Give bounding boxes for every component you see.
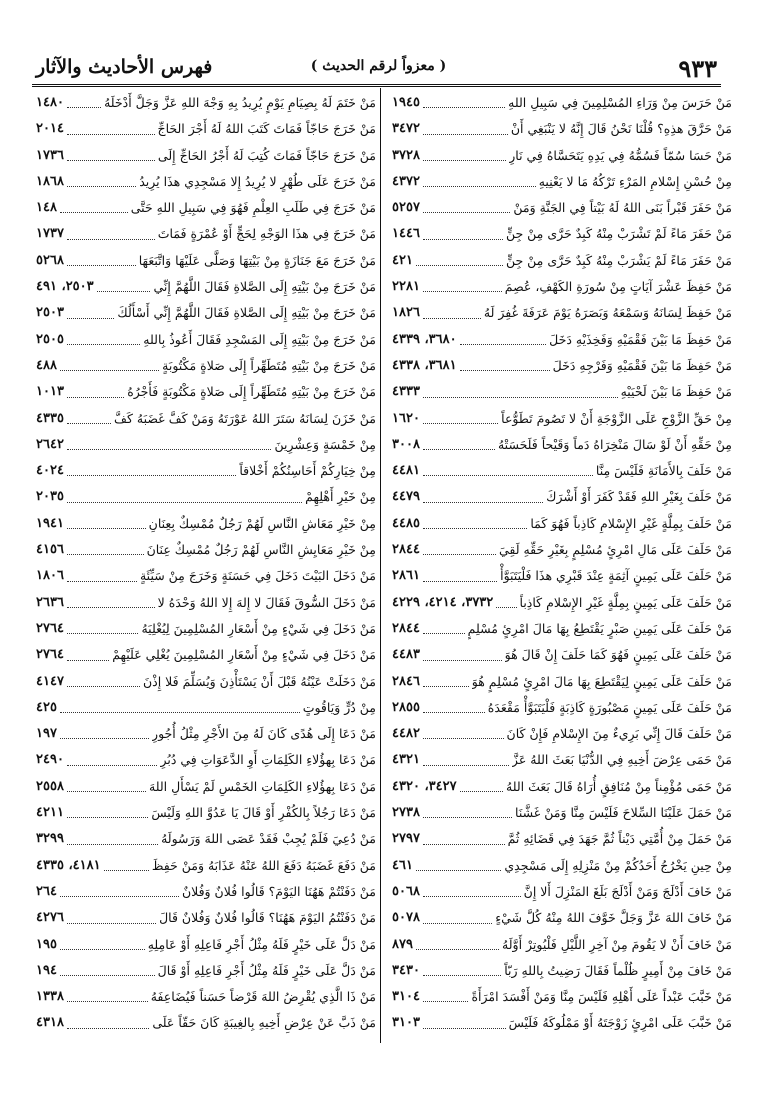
leader-dots — [67, 387, 124, 398]
leader-dots — [460, 360, 550, 371]
entry-text: مَنْ خَرَجَ عَلَى طُهْرٍ لا يُرِيدُ إِلا مَسْجِدِي هذَا يُرِيدُ — [139, 173, 376, 189]
leader-dots — [67, 1018, 149, 1029]
entry-text: مَنْ حَلَفَ بِغَيْرِ اللهِ فَقَدْ كَفَرَ أَوْ أَشْرَكَ — [546, 489, 732, 505]
index-entry — [392, 1010, 732, 1036]
index-entry — [392, 327, 732, 353]
leader-dots — [67, 492, 302, 503]
leader-dots — [104, 860, 149, 871]
entry-reference-number: ٢٢٨١ — [392, 279, 420, 295]
entry-reference-number: ٢٠٣٥ — [36, 489, 64, 505]
entry-reference-number: ٤٦١ — [392, 857, 413, 873]
entry-reference-number: ٣٢٩٩ — [36, 831, 64, 847]
index-entry — [392, 747, 732, 773]
entry-reference-number: ٢٤٩٠ — [36, 752, 64, 768]
entry-text: مَنْ حَلَفَ بِمِلَّةٍ غَيْرِ الإِسْلامِ كَاذِباً فَهُوَ كَمَا — [530, 515, 732, 531]
index-entry — [36, 879, 376, 905]
entry-text: مَنْ دَعَا إِلَى هُدًى كَانَ لَهُ مِنَ الأَجْرِ مِثْلُ أُجُورِ — [152, 726, 376, 742]
entry-text: مَنْ ذَا الَّذِي يُقْرِضُ اللهَ قَرْضاً حَسَناً فَيُضَاعِفَهُ — [150, 989, 376, 1005]
index-entry — [392, 484, 732, 510]
leader-dots — [67, 465, 236, 476]
leader-dots — [423, 650, 502, 661]
entry-reference-number: ٢٥٠٣ — [36, 305, 64, 321]
entry-reference-number: ٢٨٤٤ — [392, 620, 420, 636]
index-entry — [36, 511, 376, 537]
entry-text: مِنْ دُرٍّ وَيَاقُوتٍ — [302, 699, 376, 715]
entry-reference-number: ١٧٣٦ — [36, 147, 64, 163]
leader-dots — [423, 1018, 506, 1029]
entry-reference-number: ٤٨٨ — [36, 357, 57, 373]
entry-reference-number: ٣٤٣٠ — [392, 962, 420, 978]
entry-reference-number: ٤٢٥ — [36, 699, 57, 715]
entry-reference-number: ٣٦٨٠، ٤٣٣٩ — [392, 331, 457, 347]
entry-text: مَنْ خَرَجَ مِنْ بَيْتِهِ مُتَطَهِّراً إِلَى صَلاةٍ مَكْتُوبَةٍ فَأَجْرُهُ — [127, 384, 376, 400]
leader-dots — [67, 229, 155, 240]
leader-dots — [423, 544, 496, 555]
leader-dots — [423, 150, 506, 161]
leader-dots — [67, 650, 109, 661]
entry-text: مَنْ خَرَجَ مَعَ جَنَازَةٍ مِنْ بَيْتِهَا وَصَلَّى عَلَيْهَا وَاتَّبَعَهَا — [138, 252, 376, 268]
entry-text: مِنْ حِينِ يَخْرُجُ أَحَدُكُمْ مِنْ مَنْزِلِهِ إِلَى مَسْجِدِي — [504, 857, 732, 873]
entry-reference-number: ٣٤٢٧، ٤٣٢٠ — [392, 778, 457, 794]
leader-dots — [423, 965, 501, 976]
index-entry — [36, 695, 376, 721]
page-header — [32, 52, 725, 84]
entry-reference-number: ٥٠٧٨ — [392, 910, 420, 926]
leader-dots — [67, 991, 148, 1002]
entry-text: مَنْ خَرَجَ مِنْ بَيْتِهِ إِلَى الصَّلاةِ فَقَالَ اللَّهُمَّ إِنِّي أَسْأَلُكَ — [117, 305, 376, 321]
entry-text: مَنْ حَمَى عِرْضَ أَخِيهِ فِي الدُّنْيَا بَعَثَ اللهُ عَزَّ — [511, 752, 732, 768]
entry-text: مَنْ دَفَنْتُمْ هَهُنَا اليَوْمَ؟ قَالُوا فُلانٌ وَفُلانٌ — [181, 883, 376, 899]
leader-dots — [423, 623, 465, 634]
index-entry — [36, 563, 376, 589]
entry-text: مَنْ دَعَا بِهؤُلاءِ الكَلِمَاتِ الخَمْسِ لَمْ يَسْأَلِ اللهَ — [149, 778, 376, 794]
leader-dots — [67, 676, 140, 687]
leader-dots — [423, 413, 498, 424]
entry-reference-number: ١٤٨٠ — [36, 95, 64, 110]
entry-text: مَنْ خَافَ مِنْ أَمِيرٍ ظُلْماً فَقَالَ رَضِيتُ بِاللهِ رَبّاً — [504, 962, 732, 978]
entry-reference-number: ١٣٣٨ — [36, 989, 64, 1005]
leader-dots — [67, 124, 155, 135]
entry-reference-number: ١٩٧ — [36, 726, 57, 742]
entry-text: مَنْ خَرَجَ فِي هذَا الوَجْهِ لِحَجٍّ أَوْ عُمْرَةٍ فَمَاتَ — [157, 226, 376, 242]
index-entry — [392, 143, 732, 169]
entry-text: مَنْ حَلَفَ عَلَى يَمِينٍ بِمِلَّةٍ غَيْرِ الإِسْلامِ كَاذِباً — [519, 594, 732, 610]
leader-dots — [67, 518, 146, 529]
entry-text: مَنْ حَفَرَ مَاءً لَمْ تَشْرَبْ مِنْهُ كَبِدٌ حَرَّى مِنْ جِنٍّ — [505, 226, 732, 242]
leader-dots — [67, 755, 158, 766]
page-title: فهرس الأحاديث والآثار — [36, 56, 213, 78]
index-entry — [392, 90, 732, 116]
index-entry — [392, 800, 732, 826]
leader-dots — [67, 176, 136, 187]
leader-dots — [423, 97, 505, 108]
index-entry — [36, 379, 376, 405]
index-entry — [36, 853, 376, 879]
index-entry — [392, 274, 732, 300]
leader-dots — [67, 571, 137, 582]
index-entry — [392, 669, 732, 695]
index-entry — [36, 458, 376, 484]
index-entry — [392, 300, 732, 326]
index-entry — [36, 353, 376, 379]
page-subtitle: ( معزواً لرقم الحديث ) — [310, 58, 447, 74]
index-entry — [36, 90, 376, 116]
index-entry — [392, 695, 732, 721]
entry-text: مِنْ خَيْرِ مَعَايِشِ النَّاسِ لَهُمْ رَجُلٌ مُمْسِكٌ عِنَانَ — [146, 542, 376, 558]
entry-text: مَنْ دَخَلَ فِي شَيْءٍ مِنْ أَسْعَارِ المُسْلِمِينَ لِيُغْلِيَهُ — [141, 620, 376, 636]
entry-reference-number: ٤٣٣٥ — [36, 410, 64, 426]
index-entry — [36, 800, 376, 826]
index-entry — [36, 116, 376, 142]
entry-reference-number: ٤٣١٨ — [36, 1015, 64, 1031]
entry-text: مِنْ خِيَارِكُمْ أَحَاسِنُكُمْ أَخْلاقاً — [239, 463, 376, 479]
leader-dots — [423, 991, 469, 1002]
entry-text: مَنْ دَعَا بِهؤُلاءِ الكَلِمَاتِ أَوِ الدَّعَوَاتِ فِي دُبُرِ — [160, 752, 376, 768]
index-entry — [36, 248, 376, 274]
entry-reference-number: ١٨٠٦ — [36, 568, 64, 584]
entry-reference-number: ٣١٠٤ — [392, 989, 420, 1005]
index-entry — [392, 511, 732, 537]
index-entry — [36, 406, 376, 432]
index-entry — [36, 300, 376, 326]
leader-dots — [496, 597, 516, 608]
entry-reference-number: ١٧٣٧ — [36, 226, 64, 242]
index-entry — [392, 932, 732, 958]
entry-text: مَنْ حَفِظَ مَا بَيْنَ لَحْيَيْهِ — [620, 384, 732, 400]
entry-text: مَنْ خَرَجَ مِنْ بَيْتِهِ مُتَطَهِّراً إِلَى صَلاةٍ مَكْتُوبَةٍ — [162, 357, 376, 373]
index-entry — [36, 774, 376, 800]
leader-dots — [67, 781, 146, 792]
entry-reference-number: ٤١٥٦ — [36, 542, 64, 558]
entry-text: مَنْ حَلَفَ عَلَى مَالِ امْرِئٍ مُسْلِمٍ بِغَيْرِ حَقِّهِ لَقِيَ — [498, 542, 732, 558]
leader-dots — [416, 255, 503, 266]
entry-reference-number: ٢٦٤٢ — [36, 436, 64, 452]
index-entry — [36, 537, 376, 563]
index-entry — [36, 590, 376, 616]
entry-text: مَنْ دَخَلَتْ عَيْنُهُ قَبْلَ أَنْ يَسْتَأْذِنَ وَيُسَلِّمَ فَلا إِذْنَ — [142, 673, 376, 689]
entry-text: مَنْ حَلَفَ قَالَ إِنِّي بَرِيءٌ مِنَ الإِسْلامِ فَإِنْ كَانَ — [506, 726, 732, 742]
index-entry — [392, 537, 732, 563]
entry-text: مَنْ حَسَا سُمّاً فَسُمُّهُ فِي يَدِهِ يَتَحَسَّاهُ فِي نَارِ — [509, 147, 732, 163]
index-entry — [392, 406, 732, 432]
entry-reference-number: ٤٤٧٩ — [392, 489, 420, 505]
leader-dots — [423, 807, 512, 818]
entry-reference-number: ٢٠١٤ — [36, 121, 64, 137]
entry-text: مَنْ حَلَفَ عَلَى يَمِينٍ مَصْبُورَةٍ كَاذِبَةٍ فَلْيَتَبَوَّأْ مَقْعَدَهُ — [487, 699, 732, 715]
index-entry — [392, 984, 732, 1010]
leader-dots — [67, 439, 272, 450]
index-entry — [36, 221, 376, 247]
entry-reference-number: ٢٧٦٤ — [36, 620, 64, 636]
entry-reference-number: ١٤٨ — [36, 200, 57, 216]
entry-reference-number: ٢٥٠٥ — [36, 331, 64, 347]
index-entry — [392, 590, 732, 616]
entry-text: مَنْ خَافَ اللهَ عَزَّ وَجَلَّ خَوَّفَ اللهُ مِنْهُ كُلَّ شَيْءٍ — [495, 910, 732, 926]
leader-dots — [423, 229, 503, 240]
entry-text: مَنْ خَرَجَ فِي طَلَبِ العِلْمِ فَهُوَ فِي سَبِيلِ اللهِ حَتَّى — [130, 200, 376, 216]
entry-text: مَنْ دَخَلَ البَيْتَ دَخَلَ فِي حَسَنَةٍ وَخَرَجَ مِنْ سَيِّئَةٍ — [139, 568, 376, 584]
leader-dots — [67, 97, 101, 108]
leader-dots — [60, 939, 145, 950]
entry-reference-number: ٣٧٣٢، ٤٢١٤، ٤٢٢٩ — [392, 594, 494, 610]
index-entry — [392, 905, 732, 931]
index-entry — [36, 327, 376, 353]
entry-reference-number: ٢٧٣٨ — [392, 805, 420, 821]
entry-reference-number: ٣٤٧٢ — [392, 121, 420, 137]
entry-reference-number: ٢٨٦١ — [392, 568, 420, 584]
entry-reference-number: ٤٣٣٣ — [392, 384, 420, 400]
entry-text: مَنْ دَخَلَ السُّوقَ فَقَالَ لا إِلهَ إِلا اللهُ وَحْدَهُ لا — [157, 594, 376, 610]
entry-text: مَنْ حَمَلَ مِنْ أُمَّتِي دَيْناً ثُمَّ جَهَدَ فِي قَضَائِهِ ثُمَّ — [507, 831, 732, 847]
index-entry — [36, 432, 376, 458]
entry-text: مَنْ خَافَ أَنْ لا يَقُومَ مِنْ آخِرِ اللَّيْلِ فَلْيُوتِرْ أَوَّلَهُ — [502, 936, 732, 952]
index-entry — [392, 721, 732, 747]
entry-reference-number: ١٩٥ — [36, 936, 57, 952]
leader-dots — [67, 544, 144, 555]
leader-dots — [67, 597, 155, 608]
entry-text: مِنْ حَقِّ الزَّوْجِ عَلَى الزَّوْجَةِ أَنْ لا تَصُومَ تَطَوُّعاً — [501, 410, 732, 426]
index-entry — [392, 221, 732, 247]
entry-text: مَنْ خَبَّبَ عَلَى امْرِئٍ زَوْجَتَهُ أَوْ مَمْلُوكَهُ فَلَيْسَ — [508, 1015, 732, 1031]
entry-reference-number: ٣٠٠٨ — [392, 436, 420, 452]
entry-text: مَنْ حَفِظَ مَا بَيْنَ فَقْمَيْهِ وَفَخِذَيْهِ دَخَلَ — [549, 331, 732, 347]
leader-dots — [67, 913, 156, 924]
entry-text: مَنْ حَفِظَ مَا بَيْنَ فَقْمَيْهِ وَفَرْجِهِ دَخَلَ — [552, 357, 732, 373]
entry-text: مَنْ خَتَمَ لَهُ بِصِيَامِ يَوْمٍ يُرِيدُ بِهِ وَجْهَ اللهِ عَزَّ وَجَلَّ أَدْخَلَهُ — [104, 95, 376, 110]
entry-text: مَنْ دَخَلَ فِي شَيْءٍ مِنْ أَسْعَارِ المُسْلِمِينَ يُغْلِي عَلَيْهِمْ — [112, 647, 376, 663]
index-entry — [36, 195, 376, 221]
index-entry — [392, 116, 732, 142]
index-entry — [392, 379, 732, 405]
index-entry — [36, 958, 376, 984]
page-number: ٩٣٣ — [678, 54, 717, 83]
leader-dots — [423, 834, 505, 845]
leader-dots — [67, 623, 139, 634]
leader-dots — [60, 965, 155, 976]
entry-reference-number: ١٠١٣ — [36, 384, 64, 400]
entry-text: مَنْ حَفِظَ لِسَانَهُ وَسَمْعَهُ وَبَصَرَهُ يَوْمَ عَرَفَةَ غُفِرَ لَهُ — [483, 305, 732, 321]
index-entry — [392, 853, 732, 879]
leader-dots — [460, 334, 547, 345]
entry-reference-number: ٤٤٨٢ — [392, 726, 420, 742]
entry-reference-number: ٢٦٤ — [36, 883, 57, 899]
entry-text: مِنْ خَيْرِ أَهْلِهِمْ — [305, 489, 376, 505]
entry-text: مِنْ حُسْنِ إِسْلامِ المَرْءِ تَرْكُهُ مَا لا يَعْنِيهِ — [538, 173, 732, 189]
entry-reference-number: ١٩٤١ — [36, 515, 64, 531]
leader-dots — [416, 939, 499, 950]
entry-reference-number: ٤٢١ — [392, 252, 413, 268]
entry-text: مَنْ خَافَ أَدْلَجَ وَمَنْ أَدْلَجَ بَلَغَ المَنْزِلَ أَلا إِنَّ — [523, 883, 732, 899]
entry-reference-number: ٤٤٨٣ — [392, 647, 420, 663]
leader-dots — [423, 281, 502, 292]
entry-reference-number: ٣٧٢٨ — [392, 147, 420, 163]
entry-text: مَنْ دُعِيَ فَلَمْ يُجِبْ فَقَدْ عَصَى اللهَ وَرَسُولَهُ — [161, 831, 376, 847]
leader-dots — [67, 834, 158, 845]
index-entry — [36, 905, 376, 931]
entry-text: مَنْ خَزَنَ لِسَانَهُ سَتَرَ اللهُ عَوْرَتَهُ وَمَنْ كَفَّ غَضَبَهُ كَفَّ — [114, 410, 376, 426]
entry-text: مَنْ حَرَسَ مِنْ وَرَاءِ المُسْلِمِينَ فِي سَبِيلِ اللهِ — [508, 95, 732, 110]
entry-text: مَنْ حَرَّقَ هذِهِ؟ قُلْنَا نَحْنُ قَالَ إِنَّهُ لا يَنْبَغِي أَنْ — [510, 121, 732, 137]
entry-reference-number: ١٨٦٨ — [36, 173, 64, 189]
leader-dots — [423, 176, 536, 187]
entry-reference-number: ٤٠٢٤ — [36, 463, 64, 479]
entry-reference-number: ٥٢٦٨ — [36, 252, 64, 268]
entry-reference-number: ٤٣٢١ — [392, 752, 420, 768]
entry-reference-number: ٤٤٨١ — [392, 463, 420, 479]
leader-dots — [416, 860, 501, 871]
entry-text: مَنْ حَفِظَ عَشْرَ آيَاتٍ مِنْ سُورَةِ الكَهْفِ، عُصِمَ — [504, 279, 732, 295]
index-entry — [36, 484, 376, 510]
index-entry — [392, 879, 732, 905]
entry-reference-number: ٢٦٣٦ — [36, 594, 64, 610]
leader-dots — [423, 492, 543, 503]
entry-text: مَنْ حَفَرَ قَبْراً بَنَى اللهُ لَهُ بَيْتاً فِي الجَنَّةِ وَمَنْ — [513, 200, 732, 216]
header-rule — [32, 84, 721, 87]
index-entry — [392, 958, 732, 984]
entry-reference-number: ٣٦٨١، ٤٣٣٨ — [392, 357, 457, 373]
entry-text: مَنْ خَبَّبَ عَبْداً عَلَى أَهْلِهِ فَلَيْسَ مِنَّا وَمَنْ أَفْسَدَ امْرَأَةً — [471, 989, 732, 1005]
entry-reference-number: ١٨٢٦ — [392, 305, 420, 321]
entry-text: مَنْ دَلَّ عَلَى خَيْرٍ فَلَهُ مِثْلُ أَجْرِ فَاعِلِهِ أَوْ عَامِلِهِ — [147, 936, 376, 952]
leader-dots — [423, 202, 510, 213]
index-entry — [36, 721, 376, 747]
entry-reference-number: ١٩٤ — [36, 962, 57, 978]
entry-reference-number: ٤١٨١، ٤٣٣٥ — [36, 857, 101, 873]
leader-dots — [60, 728, 149, 739]
leader-dots — [97, 281, 151, 292]
index-entry — [36, 1010, 376, 1036]
leader-dots — [60, 702, 300, 713]
index-column-right — [392, 90, 732, 1040]
leader-dots — [67, 807, 148, 818]
leader-dots — [423, 728, 504, 739]
leader-dots — [67, 150, 155, 161]
leader-dots — [423, 913, 492, 924]
entry-text: مَنْ خَرَجَ حَاجّاً فَمَاتَ كُتِبَ لَهُ أَجْرُ الحَاجِّ إِلَى — [157, 147, 376, 163]
entry-reference-number: ٤٢١١ — [36, 805, 64, 821]
entry-text: مَنْ حَمَى مُؤْمِناً مِنْ مُنَافِقٍ أُرَاهُ قَالَ بَعَثَ اللهُ — [506, 778, 732, 794]
leader-dots — [423, 702, 485, 713]
entry-text: مِنْ خَيْرِ مَعَاشِ النَّاسِ لَهُمْ رَجُلٌ مُمْسِكٌ بِعِنَانِ — [148, 515, 376, 531]
entry-reference-number: ٥٠٦٨ — [392, 883, 420, 899]
leader-dots — [423, 124, 508, 135]
index-entry — [392, 432, 732, 458]
leader-dots — [423, 886, 521, 897]
leader-dots — [67, 308, 114, 319]
leader-dots — [423, 518, 527, 529]
index-column-left — [36, 90, 376, 1040]
leader-dots — [67, 413, 111, 424]
entry-text: مَنْ خَرَجَ مِنْ بَيْتِهِ إِلَى الصَّلاةِ فَقَالَ اللَّهُمَّ إِنِّي — [153, 279, 376, 295]
entry-reference-number: ٨٧٩ — [392, 936, 413, 952]
entry-text: مَنْ دَعَا رَجُلاً بِالكُفْرِ أَوْ قَالَ يَا عَدُوَّ اللهِ وَلَيْسَ — [151, 805, 376, 821]
entry-reference-number: ٢٥٠٣، ٤٩١ — [36, 279, 94, 295]
leader-dots — [460, 781, 503, 792]
entry-reference-number: ٢٨٤٤ — [392, 542, 420, 558]
index-entry — [392, 563, 732, 589]
entry-text: مَنْ حَمَلَ عَلَيْنَا السِّلاحَ فَلَيْسَ مِنَّا وَمَنْ غَشَّنَا — [515, 805, 732, 821]
entry-text: مِنْ خَمْسَةٍ وَعِشْرِينَ — [274, 436, 376, 452]
index-entry — [392, 774, 732, 800]
column-divider — [380, 88, 381, 1043]
index-entry — [36, 932, 376, 958]
leader-dots — [423, 571, 497, 582]
entry-text: مِنْ حَقِّهِ أَنْ لَوْ سَالَ مَنْخِرَاهُ دَماً وَقَيْحاً فَلَحَسَتْهُ — [497, 436, 732, 452]
entry-reference-number: ٤٤٨٥ — [392, 515, 420, 531]
entry-text: مَنْ دَفَنْتُمُ اليَوْمَ هَهُنَا؟ قَالُوا فُلانٌ وَفُلانٌ قَالَ — [159, 910, 376, 926]
leader-dots — [423, 676, 469, 687]
index-entry — [392, 169, 732, 195]
entry-reference-number: ١٦٢٠ — [392, 410, 420, 426]
index-entry — [36, 143, 376, 169]
entry-reference-number: ١٩٤٥ — [392, 95, 420, 110]
entry-reference-number: ٣١٠٣ — [392, 1015, 420, 1031]
leader-dots — [60, 360, 159, 371]
index-entry — [392, 616, 732, 642]
leader-dots — [423, 755, 509, 766]
leader-dots — [423, 387, 618, 398]
leader-dots — [60, 202, 128, 213]
entry-reference-number: ٤٣٧٢ — [392, 173, 420, 189]
leader-dots — [60, 886, 179, 897]
entry-reference-number: ٢٧٩٧ — [392, 831, 420, 847]
index-entry — [36, 642, 376, 668]
leader-dots — [423, 465, 593, 476]
entry-text: مَنْ خَرَجَ حَاجّاً فَمَاتَ كَتَبَ اللهُ لَهُ أَجْرَ الحَاجِّ — [157, 121, 376, 137]
index-entry — [392, 642, 732, 668]
index-entry — [36, 826, 376, 852]
leader-dots — [67, 334, 140, 345]
entry-reference-number: ٥٢٥٧ — [392, 200, 420, 216]
entry-text: مَنْ ذَبَّ عَنْ عِرْضِ أَخِيهِ بِالغِيبَةِ كَانَ حَقّاً عَلَى — [152, 1015, 376, 1031]
entry-reference-number: ١٤٤٦ — [392, 226, 420, 242]
index-entry — [392, 195, 732, 221]
index-entry — [392, 248, 732, 274]
entry-text: مَنْ خَرَجَ مِنْ بَيْتِهِ إِلَى المَسْجِدِ فَقَالَ أَعُوذُ بِاللهِ — [143, 331, 376, 347]
entry-reference-number: ٢٧٦٤ — [36, 647, 64, 663]
index-entry — [392, 458, 732, 484]
index-entry — [36, 169, 376, 195]
index-entry — [392, 826, 732, 852]
leader-dots — [67, 255, 136, 266]
leader-dots — [423, 439, 495, 450]
entry-text: مَنْ حَلَفَ عَلَى يَمِينٍ لِيَقْتَطِعَ بِهَا مَالَ امْرِئٍ مُسْلِمٍ هُوَ — [471, 673, 732, 689]
entry-reference-number: ٤٢٧٦ — [36, 910, 64, 926]
index-entry — [36, 747, 376, 773]
entry-reference-number: ٢٨٤٦ — [392, 673, 420, 689]
index-entry — [36, 274, 376, 300]
index-entry — [36, 616, 376, 642]
entry-text: مَنْ دَلَّ عَلَى خَيْرٍ فَلَهُ مِثْلُ أَجْرِ فَاعِلِهِ أَوْ قَالَ — [157, 962, 376, 978]
entry-text: مَنْ حَلَفَ عَلَى يَمِينٍ آثِمَةٍ عِنْدَ قَبْرِي هذَا فَلْيَتَبَوَّأْ — [500, 568, 732, 584]
index-entry — [36, 669, 376, 695]
entry-reference-number: ٤١٤٧ — [36, 673, 64, 689]
index-entry — [392, 353, 732, 379]
entry-text: مَنْ دَفَعَ غَضَبَهُ دَفَعَ اللهُ عَنْهُ عَذَابَهُ وَمَنْ حَفِظَ — [151, 857, 376, 873]
entry-text: مَنْ حَفَرَ مَاءً لَمْ يَشْرَبْ مِنْهُ كَبِدٌ حَرَّى مِنْ جِنٍّ — [505, 252, 732, 268]
entry-reference-number: ٢٥٥٨ — [36, 778, 64, 794]
entry-text: مَنْ حَلَفَ عَلَى يَمِينِ صَبْرٍ يَقْتَطِعُ بِهَا مَالَ امْرِئٍ مُسْلِمٍ — [467, 620, 732, 636]
leader-dots — [423, 308, 481, 319]
entry-text: مَنْ حَلَفَ بِالأَمَانَةِ فَلَيْسَ مِنَّا — [595, 463, 732, 479]
entry-reference-number: ٢٨٥٥ — [392, 699, 420, 715]
index-entry — [36, 984, 376, 1010]
entry-text: مَنْ حَلَفَ عَلَى يَمِينٍ فَهُوَ كَمَا حَلَفَ إِنْ قَالَ هُوَ — [504, 647, 732, 663]
